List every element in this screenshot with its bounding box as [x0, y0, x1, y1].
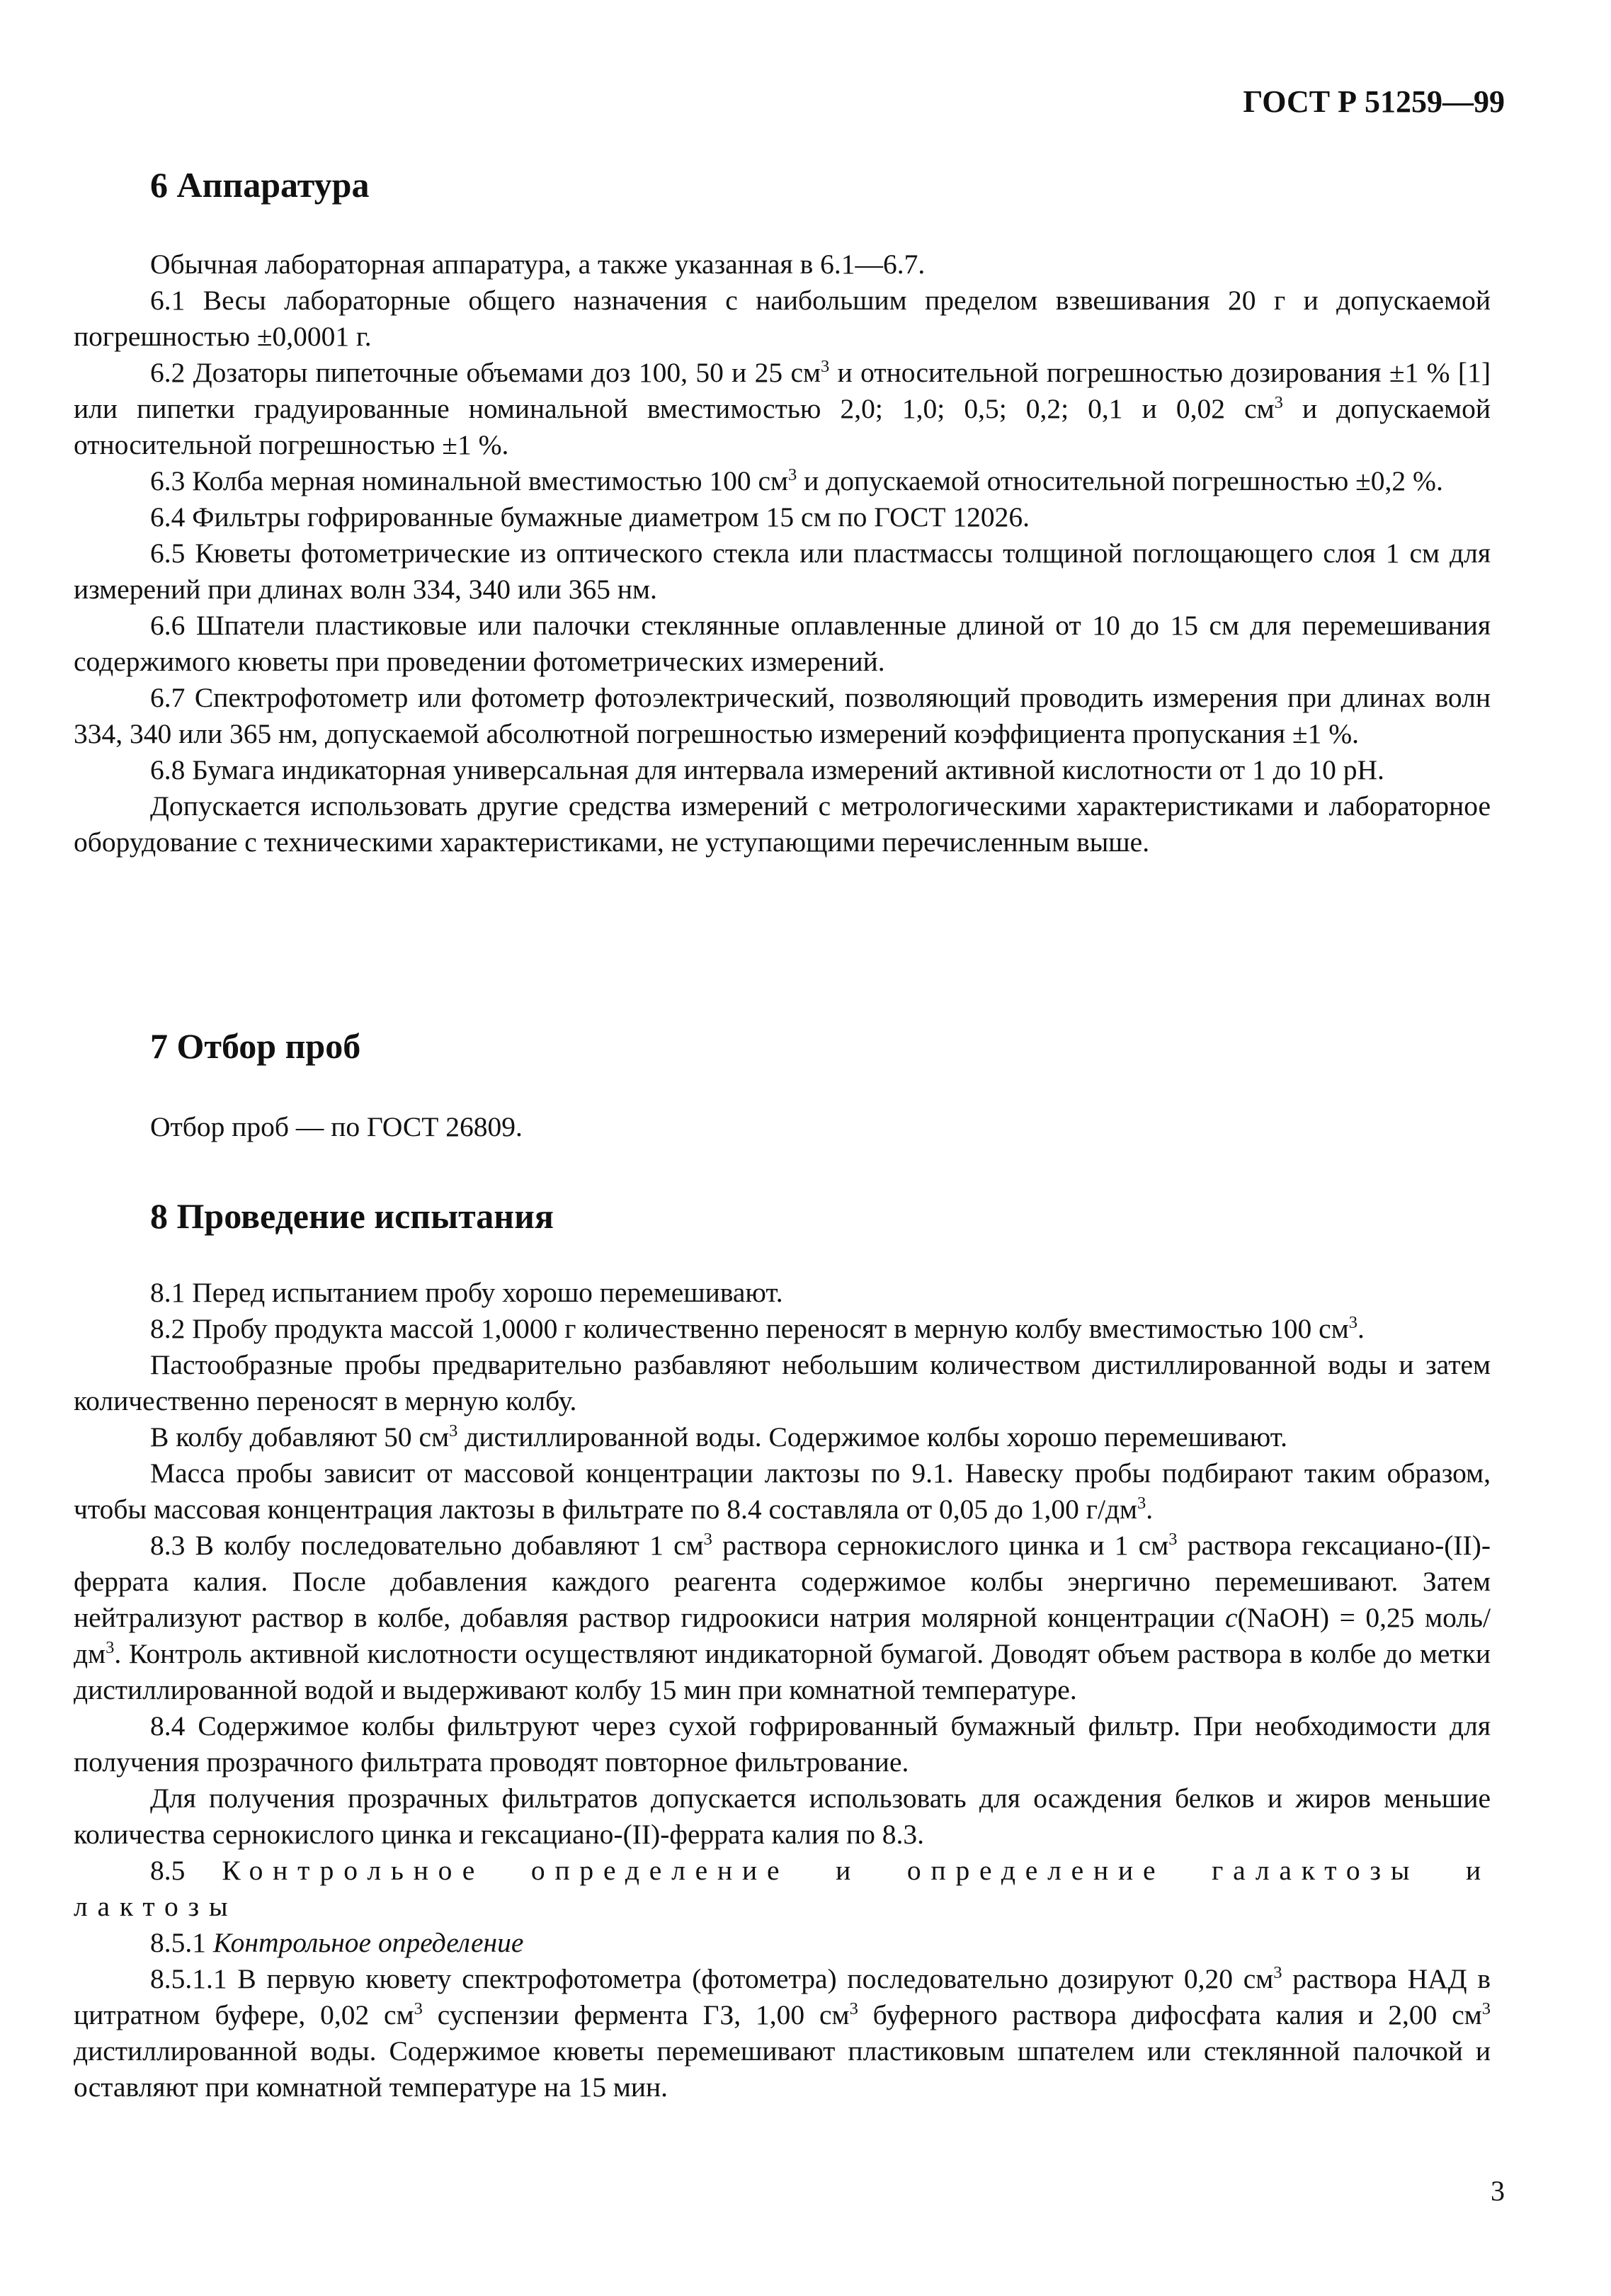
- section-8-body: [74, 1275, 1491, 2105]
- paragraph-6-8: 6.8 Бумага индикаторная универсальная для интервала измерений активной кислотности от 1 до 10 pH.: [150, 754, 1384, 785]
- paragraph-8-5-1: 8.5.1 Контрольное определение: [150, 1927, 524, 1958]
- page-number: 3: [1491, 2175, 1505, 2207]
- paragraph-6-6: 6.6 Шпатели пластиковые или палочки стеклянные оплавленные длиной от 10 до 15 см для перемешивания содержимого кюветы при проведении фотометрических измерений.: [74, 610, 1491, 677]
- paragraph-8-4: 8.4 Содержимое колбы фильтруют через сухой гофрированный бумажный фильтр. При необходимости для получения прозрачного фильтрата проводят повторное фильтрование.: [74, 1710, 1491, 1778]
- paragraph-6-1: 6.1 Весы лабораторные общего назначения с наибольшим пределом взвешивания 20 г и допускаемой погрешностью ±0,0001 г.: [74, 285, 1491, 352]
- paragraph-6-3: 6.3 Колба мерная номинальной вместимостью 100 $см^3$ и допускаемой относительной погрешностью ±0,2 %.: [150, 465, 1443, 496]
- paragraph-allowance: Допускается использовать другие средства измерений с метрологическими характеристиками и лабораторное оборудование с техническими характеристиками, не уступающими перечисленным выше.: [74, 790, 1491, 858]
- paragraph-8-3: 8.3 В колбу последовательно добавляют 1 $см^3$ раствора сернокислого цинка и 1 $см^3$ раствора гексациано-(II)-феррата калия. После добавления каждого реагента содержимое колбы энергично перемешивают. Затем нейтрализуют раствор в колбе, добавляя раствор гидроокиси натрия молярной концентрации c(NaOH) = 0,25 моль/$дм^3$. Контроль активной кислотности осуществляют индикаторной бумагой. Доводят объем раствора в колбе до метки дистиллированной водой и выдерживают колбу 15 мин при комнатной температуре.: [74, 1529, 1491, 1705]
- paragraph-8-5-1-1: 8.5.1.1 В первую кювету спектрофотометра (фотометра) последовательно дозируют 0,20 $см^3$ раствора НАД в цитратном буфере, 0,02 $см^3$ суспензии фермента ГЗ, 1,00 $см^3$ буферного раствора дифосфата калия и 2,00 $см^3$ дистиллированной воды. Содержимое кюветы перемешивают пластиковым шпателем или стеклянной палочкой и оставляют при комнатной температуре на 15 мин.: [74, 1962, 1491, 2103]
- section-7-heading: 7 Отбор проб: [150, 1026, 361, 1066]
- paragraph-mass: Масса пробы зависит от массовой концентрации лактозы по 9.1. Навеску пробы подбирают таким образом, чтобы массовая концентрация лактозы в фильтрате по 8.4 составляла от 0,05 до 1,00 $г/дм^3$.: [74, 1457, 1491, 1525]
- paragraph-8-1: 8.1 Перед испытанием пробу хорошо перемешивают.: [150, 1277, 783, 1308]
- section-8-heading: 8 Проведение испытания: [150, 1196, 554, 1236]
- paragraph-8-2: 8.2 Пробу продукта массой 1,0000 г количественно переносят в мерную колбу вместимостью 100 $см^3$.: [150, 1312, 1365, 1344]
- section-6-body: [74, 246, 1491, 860]
- paragraph-8-5: 8.5 Контрольное определение и определение галактозы и лактозы: [74, 1855, 1491, 1922]
- paragraph-6-4: 6.4 Фильтры гофрированные бумажные диаметром 15 см по ГОСТ 12026.: [150, 501, 1030, 533]
- paragraph-6-5: 6.5 Кюветы фотометрические из оптического стекла или пластмассы толщиной поглощающего слоя 1 см для измерений при длинах волн 334, 340 или 365 нм.: [74, 538, 1491, 605]
- paragraph: Обычная лабораторная аппаратура, а также указанная в 6.1—6.7.: [150, 249, 926, 280]
- paragraph-water: В колбу добавляют 50 $см^3$ дистиллированной воды. Содержимое колбы хорошо перемешивают.: [150, 1421, 1287, 1453]
- paragraph-6-2: 6.2 Дозаторы пипеточные объемами доз 100, 50 и 25 $см^3$ и относительной погрешностью дозирования ±1 % [1] или пипетки градуированные номинальной вместимостью 2,0; 1,0; 0,5; 0,2; 0,1 и 0,02 $см^3$ и допускаемой относительной погрешностью ±1 %.: [74, 356, 1491, 460]
- section-6-heading: 6 Аппаратура: [150, 165, 370, 205]
- standard-header: ГОСТ Р 51259—99: [1243, 84, 1505, 119]
- paragraph-filtrates: Для получения прозрачных фильтратов допускается использовать для осаждения белков и жиров меньшие количества сернокислого цинка и гексациано-(II)-феррата калия по 8.3.: [74, 1783, 1491, 1850]
- paragraph-paste: Пастообразные пробы предварительно разбавляют небольшим количеством дистиллированной воды и затем количественно переносят в мерную колбу.: [74, 1349, 1491, 1416]
- section-7-body: [74, 1109, 1491, 1145]
- paragraph-6-7: 6.7 Спектрофотометр или фотометр фотоэлектрический, позволяющий проводить измерения при длинах волн 334, 340 или 365 нм, допускаемой абсолютной погрешностью измерений коэффициента пропускания ±1 %.: [74, 682, 1491, 749]
- paragraph-7: Отбор проб — по ГОСТ 26809.: [150, 1111, 523, 1142]
